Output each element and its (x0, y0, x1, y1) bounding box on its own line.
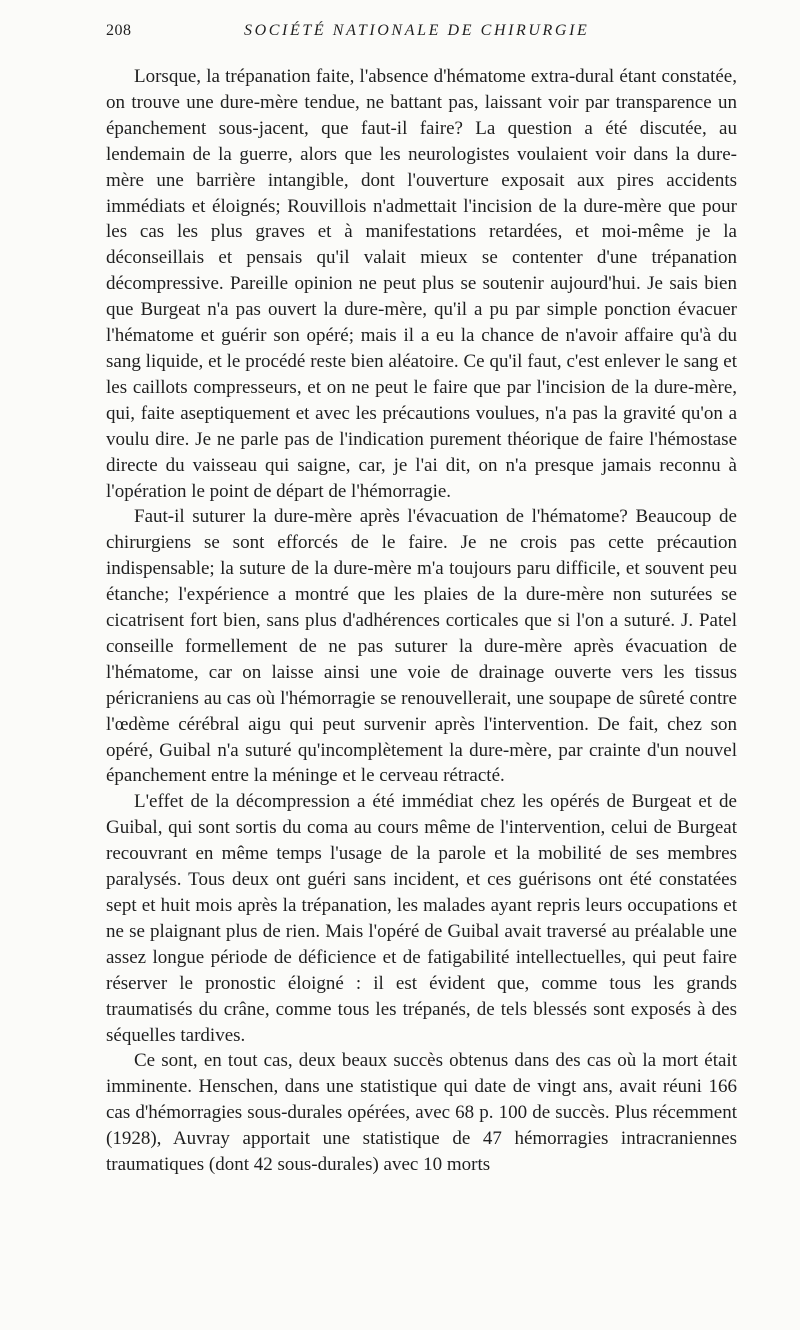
paragraph: Lorsque, la trépanation faite, l'absence d'hématome extra-dural étant constatée, on trouve une dure-mère tendue, ne battant pas, laissant voir par transparence un épanchement sous-jacent, que faut-il faire? La question a été discutée, au lendemain de la guerre, alors que les neurologistes voulaient voir dans la dure-mère une barrière intangible, dont l'ouverture exposait aux pires accidents immédiats et éloignés; Rouvillois n'admettait l'incision de la dure-mère que pour les cas les plus graves et à manifestations retardées, et moi-même je la déconseillais et pensais qu'il valait mieux se contenter d'une trépanation décompressive. Pareille opinion ne peut plus se soutenir aujourd'hui. Je sais bien que Burgeat n'a pas ouvert la dure-mère, qu'il a pu par simple ponction évacuer l'hématome et guérir son opéré; mais il a eu la chance de n'avoir affaire qu'à du sang liquide, et le procédé reste bien aléatoire. Ce qu'il faut, c'est enlever le sang et les caillots compresseurs, et on ne peut le faire que par l'incision de la dure-mère, qui, faite aseptiquement et avec les précautions voulues, n'a pas la gravité qu'on a voulu dire. Je ne parle pas de l'indication purement théorique de faire l'hémostase directe du vaisseau qui saigne, car, je l'ai dit, on n'a presque jamais reconnu à l'opération le point de départ de l'hémorragie. (106, 66, 737, 502)
body-text (106, 64, 737, 1178)
page-number: 208 (106, 22, 132, 39)
paragraph: Faut-il suturer la dure-mère après l'évacuation de l'hématome? Beaucoup de chirurgiens se sont efforcés de le faire. Je ne crois pas cette précaution indispensable; la suture de la dure-mère m'a toujours paru difficile, et souvent peu étanche; l'expérience a montré que les plaies de la dure-mère non suturées se cicatrisent fort bien, sans plus d'adhérences corticales que si l'on a suturé. J. Patel conseille formellement de ne pas suturer la dure-mère après évacuation de l'hématome, car on laisse ainsi une voie de drainage ouverte vers les tissus péricraniens au cas où l'hémorragie se renouvellerait, une soupape de sûreté contre l'œdème cérébral aigu qui peut survenir après l'intervention. De fait, chez son opéré, Guibal n'a suturé qu'incomplètement la dure-mère, par crainte d'un nouvel épanchement entre la méninge et le cerveau rétracté. (106, 506, 737, 787)
running-title: SOCIÉTÉ NATIONALE DE CHIRURGIE (244, 22, 590, 39)
paragraph: L'effet de la décompression a été immédiat chez les opérés de Burgeat et de Guibal, qui sont sortis du coma au cours même de l'intervention, celui de Burgeat recouvrant en même temps l'usage de la parole et la mobilité de ses membres paralysés. Tous deux ont guéri sans incident, et ces guérisons ont été constatées sept et huit mois après la trépanation, les malades ayant repris leurs occupations et ne se plaignant plus de rien. Mais l'opéré de Guibal avait traversé au préalable une assez longue période de déficience et de fatigabilité intellectuelles, qui peut faire réserver le pronostic éloigné : il est évident que, comme tous les grands traumatisés du crâne, comme tous les trépanés, de tels blessés sont exposés à des séquelles tardives. (106, 791, 737, 1046)
paragraph: Ce sont, en tout cas, deux beaux succès obtenus dans des cas où la mort était imminente. Henschen, dans une statistique qui date de vingt ans, avait réuni 166 cas d'hémorragies sous-durales opérées, avec 68 p. 100 de succès. Plus récemment (1928), Auvray apportait une statistique de 47 hémorragies intracraniennes traumatiques (dont 42 sous-durales) avec 10 morts (106, 1050, 737, 1176)
page-header (106, 22, 736, 46)
